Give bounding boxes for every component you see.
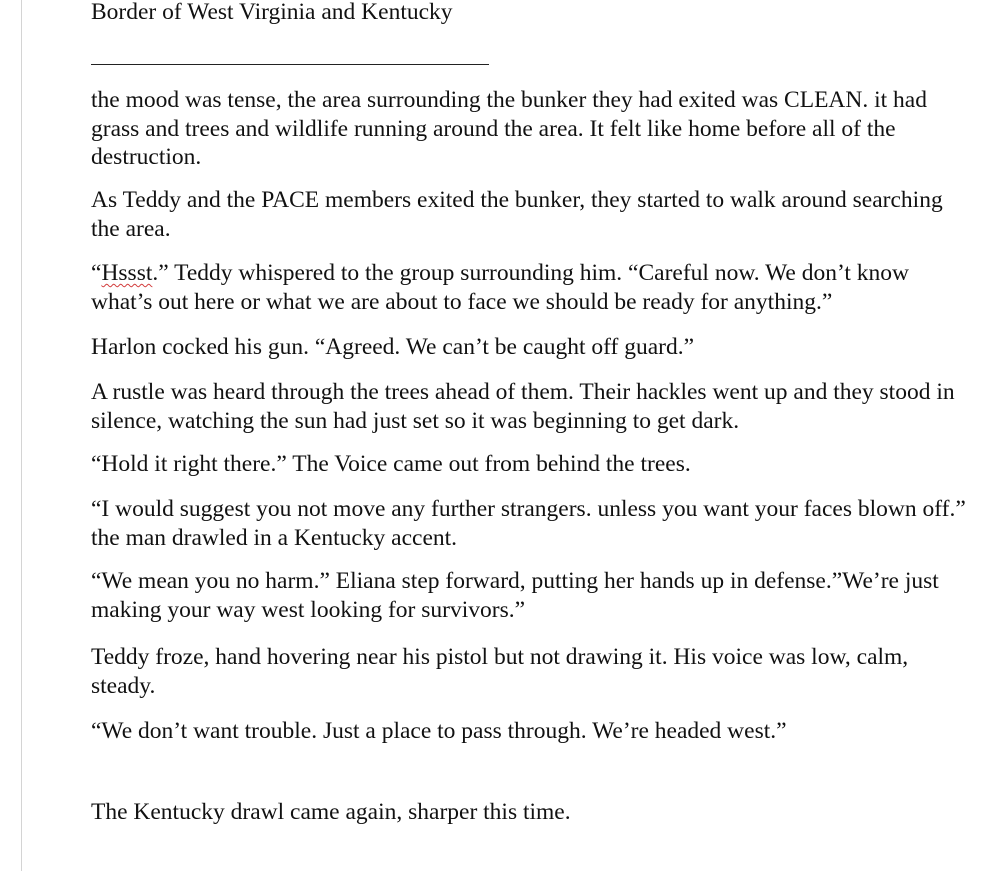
paragraph-5: A rustle was heard through the trees ahead of them. Their hackles went up and they stood in silence, watching the sun had just set so it was beginning to get dark. bbox=[91, 379, 955, 434]
paragraph-10: “We don’t want trouble. Just a place to pass through. We’re headed west.” bbox=[91, 718, 787, 744]
misspelled-word[interactable]: Hssst bbox=[101, 260, 153, 286]
page-left-edge bbox=[21, 0, 22, 871]
paragraph-8: “We mean you no harm.” Eliana step forward, putting her hands up in defense.”We’re just making your way west looking for survivors.” bbox=[91, 568, 939, 623]
paragraph-11: The Kentucky drawl came again, sharper this time. bbox=[91, 799, 571, 825]
paragraph-4: Harlon cocked his gun. “Agreed. We can’t be caught off guard.” bbox=[91, 334, 695, 360]
paragraph-7: “I would suggest you not move any further strangers. unless you want your faces blown off.” the man drawled in a Kentucky accent. bbox=[91, 496, 966, 551]
section-heading: Border of West Virginia and Kentucky bbox=[91, 0, 453, 25]
paragraph-6: “Hold it right there.” The Voice came out from behind the trees. bbox=[91, 451, 691, 477]
paragraph-1: the mood was tense, the area surrounding the bunker they had exited was CLEAN. it had grass and trees and wildlife running around the area. It felt like home before all of the destruction. bbox=[91, 87, 927, 170]
paragraph-2: As Teddy and the PACE members exited the bunker, they started to walk around searching the area. bbox=[91, 187, 943, 242]
paragraph-3-rest: .” Teddy whispered to the group surrounding him. “Careful now. We don’t know what’s out here or what we are about to face we should be ready for anything.” bbox=[91, 260, 909, 315]
open-quote: “ bbox=[91, 260, 102, 286]
horizontal-rule bbox=[91, 64, 489, 65]
paragraph-3 bbox=[91, 259, 971, 316]
paragraph-9: Teddy froze, hand hovering near his pistol but not drawing it. His voice was low, calm, steady. bbox=[91, 644, 909, 699]
